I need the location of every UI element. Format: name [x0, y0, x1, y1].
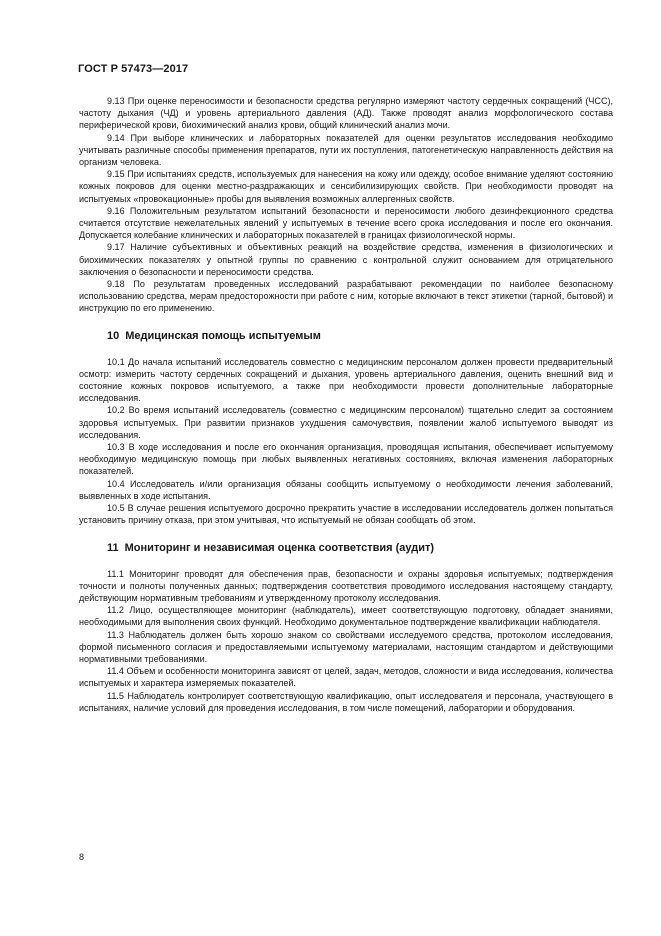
document-code-header: ГОСТ Р 57473—2017: [78, 63, 189, 75]
paragraph-11-2: 11.2 Лицо, осуществляющее мониторинг (наблюдатель), имеет соответствующую подготовку, обладает знаниями, необходимыми для выполнения своих функций. Необходимо документальное подтверждение квалификации наблюдателя.: [79, 605, 613, 628]
section-11-title: Мониторинг и независимая оценка соответствия (аудит): [124, 541, 435, 554]
section-11-heading: [79, 541, 613, 555]
paragraph-11-5: 11.5 Наблюдатель контролирует соответствующую квалификацию, опыт исследователя и персонала, участвующего в испытаниях, наличие условий для проведения исследования, в том числе помещений, лаборатории и оборудования.: [79, 690, 613, 713]
paragraph-10-4: 10.4 Исследователь и/или организация обязаны сообщить испытуемому о необходимости лечения заболеваний, выявленных в ходе испытания.: [79, 478, 613, 501]
paragraph-11-4: 11.4 Объем и особенности мониторинга зависят от целей, задач, методов, сложности и вида исследования, количества испытуемых и характера измеряемых показателей.: [79, 666, 613, 689]
section-11-number: 11: [107, 541, 119, 554]
paragraph-10-2: 10.2 Во время испытаний исследователь (совместно с медицинским персоналом) тщательно следит за состоянием здоровья испытуемых. При развитии признаков ухудшения самочувствия, появлении жалоб испытуемого выводят из исследования.: [79, 405, 613, 440]
paragraph-9-16: 9.16 Положительным результатом испытаний безопасности и переносимости любого дезинфекционного средства считается отсутствие нежелательных явлений у испытуемых в течение всего срока исследования и после его окончания. Допускается колебание клинических и лабораторных показателей в границах физиологической нормы.: [79, 205, 613, 241]
paragraph-9-15: 9.15 При испытаниях средств, используемых для нанесения на кожу или одежду, особое внимание уделяют состоянию кожных покровов для оценки местно-раздражающих и сенсибилизирующих свойств. При необходимости проводят на испытуемых «провокационные» пробы для выявления возможных аллергенных свойств.: [79, 169, 613, 204]
section-10-title: Медицинская помощь испытуемым: [125, 329, 321, 342]
paragraph-11-1: 11.1 Мониторинг проводят для обеспечения прав, безопасности и охраны здоровья испытуемых; подтверждения точности и полноты полученных данных; подтверждения соответствия проводимого исследования настоящему стандарту, действующим нормативным требованиям и утвержденному протоколу исследования.: [79, 568, 613, 603]
section-10-number: 10: [107, 329, 120, 342]
paragraph-9-13: 9.13 При оценке переносимости и безопасности средства регулярно измеряют частоту сердечных сокращений (ЧСС), частоту дыхания (ЧД) и уровень артериального давления (АД). Также проводят анализ морфологического состава периферической крови, биохимический анализ крови, общий клинический анализ мочи.: [79, 96, 613, 131]
paragraph-11-3: 11.3 Наблюдатель должен быть хорошо знаком со свойствами исследуемого средства, протоколом исследования, формой письменного согласия и предоставляемыми испытуемому материалами, настоящим стандартом и действующими нормативными требованиями.: [79, 629, 613, 664]
paragraph-9-17: 9.17 Наличие субъективных и объективных реакций на воздействие средства, изменения в физиологических и биохимических показателях у опытной группы по сравнению с контрольной служит основанием для отрицательного заключения о безопасности и переносимости средства.: [79, 242, 613, 277]
paragraph-10-3: 10.3 В ходе исследования и после его окончания организация, проводящая испытания, обеспечивает испытуемому необходимую медицинскую помощь при любых выявленных негативных состояниях, включая изменения лабораторных показателей.: [79, 442, 613, 477]
section-10-heading: [79, 329, 613, 343]
paragraph-10-5: 10.5 В случае решения испытуемого досрочно прекратить участие в исследовании исследователь должен попытаться установить причину отказа, при этом учитывая, что испытуемый не обязан сообщать об этом.: [79, 503, 613, 526]
paragraph-10-1: 10.1 До начала испытаний исследователь совместно с медицинским персоналом должен провести предварительный осмотр: измерить частоту сердечных сокращений и дыхания, уровень артериального давления, оценить внешний вид и состояние кожных покровов испытуемого, а также при необходимости провести дополнительные лабораторные исследования.: [79, 356, 613, 404]
page-number: 8: [79, 852, 85, 862]
paragraph-9-14: 9.14 При выборе клинических и лабораторных показателей для оценки результатов исследования необходимо учитывать различные способы применения препаратов, пути их поступления, патогенетическую направленность действия на организм человека.: [79, 132, 613, 168]
page-body: [79, 95, 613, 714]
paragraph-9-18: 9.18 По результатам проведенных исследований разрабатывают рекомендации по наиболее безопасному использованию средства, мерам предосторожности при работе с ним, которые включают в текст этикетки (тарной, бытовой) и инструкцию по его применению.: [79, 279, 613, 314]
